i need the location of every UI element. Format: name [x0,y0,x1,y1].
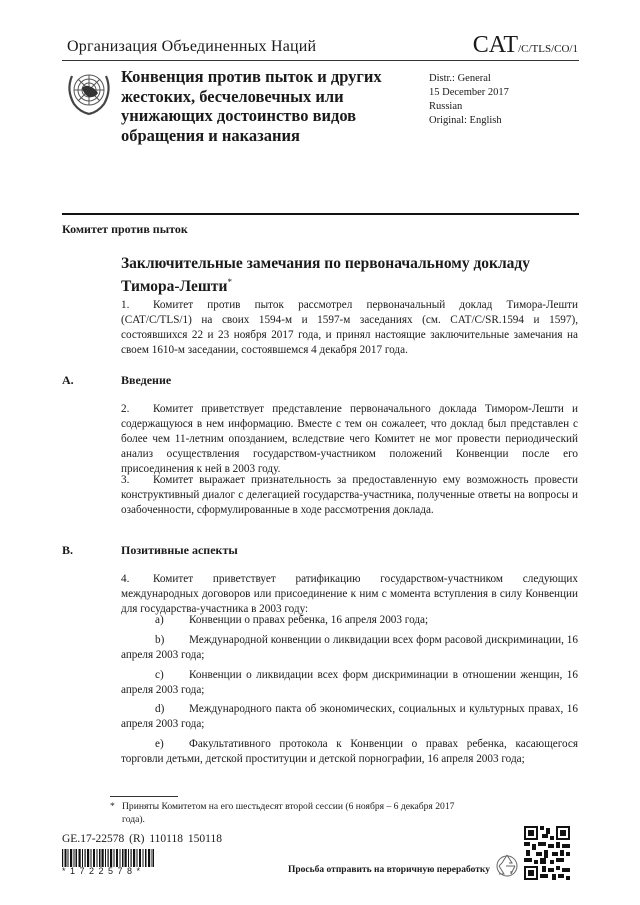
section-b-heading [62,543,238,558]
paragraph-1 [121,298,578,358]
header-rule [62,60,579,61]
date-line: 15 December 2017 [429,87,509,98]
para-number: 1. [121,299,130,311]
original-line: Original: English [429,115,502,126]
section-rule [62,213,579,215]
committee-name: Комитет против пыток [62,222,188,236]
paragraph-4 [121,572,578,617]
para-text: Комитет приветствует представление первоначального доклада Тимором-Лешти и содержащуюся в нем информацию. Вместе с тем он сожалеет, что доклад был представлен с более чем 11-летним опозданием, вследствие чего Комитет не мог провести периодический анализ осуществления государством-участником положений Конвенции после его присоединения к ней в 2003 году. [121,403,578,475]
list-item-d [121,702,578,732]
title-text: Заключительные замечания по первоначальному докладу Тимора-Лешти [121,255,531,296]
para-number: 2. [121,403,130,415]
distr-line: Distr.: General [429,73,491,84]
item-label: c) [155,669,164,681]
paragraph-2 [121,402,578,477]
para-number: 4. [121,573,130,585]
section-letter: A. [62,373,74,387]
recycle-notice: Просьба отправить на вторичную переработку [288,865,490,875]
item-label: a) [155,614,164,626]
item-label: b) [155,634,165,646]
item-label: d) [155,703,165,715]
item-text: Конвенции о ликвидации всех форм дискриминации в отношении женщин, 16 апреля 2003 года; [121,669,578,696]
para-text: Комитет выражает признательность за предоставленную ему возможность провести конструктивный диалог с делегацией государства-участника, полученные ответы на вопросы и озабоченности, сформулированные в ходе рассмотрения доклада. [121,474,578,516]
footnote-marker[interactable]: * [227,277,232,287]
symbol-main: CAT [472,32,519,58]
list-item-e [121,737,578,767]
para-number: 3. [121,474,130,486]
item-label: e) [155,738,164,750]
recycle-icon [495,852,519,878]
convention-title: Конвенция против пыток и других жестоких, бесчеловечных или унижающих достоинство видов обращения и наказания [121,67,382,145]
list-item-a [121,613,578,628]
list-item-c [121,668,578,698]
barcode-icon [62,849,154,867]
symbol-sub: /C/TLS/CO/1 [518,43,578,55]
un-emblem-icon [64,66,114,118]
paragraph-3 [121,473,578,518]
distribution-info [429,72,509,128]
job-number: GE.17-22578 (R) 110118 150118 [62,833,222,845]
barcode-number: *1722578* [62,866,145,876]
section-a-heading [62,373,171,388]
language-line: Russian [429,101,463,112]
footnote-rule [110,796,178,797]
para-text: Комитет приветствует ратификацию государством-участником следующих международных договоров или присоединение к ним с момента вступления в силу Конвенции для государства-участника в 2003 году: [121,573,578,615]
document-title [121,254,541,296]
footnote-star: * [110,801,115,812]
item-text: Международного пакта об экономических, социальных и культурных правах, 16 апреля 2003 года; [121,703,578,730]
organization-name: Организация Объединенных Наций [67,38,317,55]
para-text: Комитет против пыток рассмотрел первоначальный доклад Тимора-Лешти (CAT/C/TLS/1) на своих 1594-м и 1597-м заседаниях (см. CAT/C/SR.1594 и 1597), состоявшихся 22 и 23 ноября 2017 года, и принял настоящие заключительные замечания на своем 1610-м заседании, состоявшемся 4 декабря 2017 года. [121,299,578,356]
footnote-text: Приняты Комитетом на его шестьдесят второй сессии (6 ноября – 6 декабря 2017 года). [122,801,455,825]
section-title: Позитивные аспекты [121,543,238,557]
document-symbol [473,32,578,59]
item-text: Международной конвенции о ликвидации всех форм расовой дискриминации, 16 апреля 2003 года; [121,634,578,661]
section-title: Введение [121,373,172,387]
list-item-b [121,633,578,663]
section-letter: B. [62,543,74,557]
qr-code-icon [524,826,570,880]
item-text: Конвенции о правах ребенка, 16 апреля 2003 года; [189,614,429,626]
item-text: Факультативного протокола к Конвенции о правах ребенка, касающегося торговли детьми, детской проституции и детской порнографии, 16 апреля 2003 года; [121,738,578,765]
footnote [110,801,470,826]
